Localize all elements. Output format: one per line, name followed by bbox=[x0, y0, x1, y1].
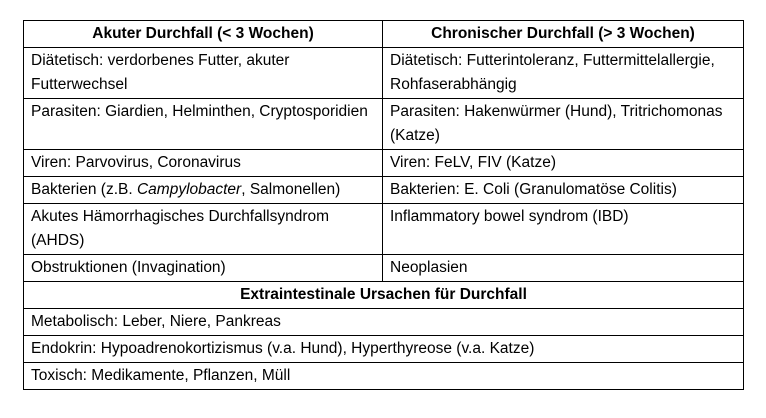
cell-chronic: Diätetisch: Futterintoleranz, Futtermittelallergie, Rohfaserabhängig bbox=[383, 48, 744, 99]
cell-chronic: Bakterien: E. Coli (Granulomatöse Colitis) bbox=[383, 177, 744, 204]
cell-chronic: Inflammatory bowel syndrom (IBD) bbox=[383, 204, 744, 255]
extra-header-row bbox=[24, 282, 744, 309]
header-chronic: Chronischer Durchfall (> 3 Wochen) bbox=[383, 21, 744, 48]
table-row bbox=[24, 336, 744, 363]
cell-chronic: Viren: FeLV, FIV (Katze) bbox=[383, 150, 744, 177]
cell-acute: Diätetisch: verdorbenes Futter, akuter Futterwechsel bbox=[24, 48, 383, 99]
cell-extra: Metabolisch: Leber, Niere, Pankreas bbox=[24, 309, 744, 336]
cell-acute: Obstruktionen (Invagination) bbox=[24, 255, 383, 282]
table-container bbox=[23, 20, 743, 390]
table-row bbox=[24, 177, 744, 204]
extra-header: Extraintestinale Ursachen für Durchfall bbox=[24, 282, 744, 309]
cell-chronic: Parasiten: Hakenwürmer (Hund), Tritrichomonas (Katze) bbox=[383, 99, 744, 150]
cell-text-post: , Salmonellen) bbox=[241, 181, 341, 198]
table-header-row bbox=[24, 21, 744, 48]
table-row bbox=[24, 309, 744, 336]
cell-extra: Toxisch: Medikamente, Pflanzen, Müll bbox=[24, 363, 744, 390]
header-acute: Akuter Durchfall (< 3 Wochen) bbox=[24, 21, 383, 48]
cell-acute: Viren: Parvovirus, Coronavirus bbox=[24, 150, 383, 177]
cell-acute: Parasiten: Giardien, Helminthen, Cryptosporidien bbox=[24, 99, 383, 150]
table-row bbox=[24, 204, 744, 255]
table-row bbox=[24, 255, 744, 282]
cell-acute bbox=[24, 177, 383, 204]
cell-text-italic: Campylobacter bbox=[136, 181, 242, 198]
cell-text-pre: Bakterien (z.B. bbox=[31, 181, 137, 198]
cell-extra: Endokrin: Hypoadrenokortizismus (v.a. Hund), Hyperthyreose (v.a. Katze) bbox=[24, 336, 744, 363]
table-row bbox=[24, 150, 744, 177]
diarrhea-causes-table bbox=[23, 20, 744, 390]
table-row bbox=[24, 48, 744, 99]
cell-acute: Akutes Hämorrhagisches Durchfallsyndrom (AHDS) bbox=[24, 204, 383, 255]
cell-chronic: Neoplasien bbox=[383, 255, 744, 282]
table-row bbox=[24, 363, 744, 390]
table-row bbox=[24, 99, 744, 150]
